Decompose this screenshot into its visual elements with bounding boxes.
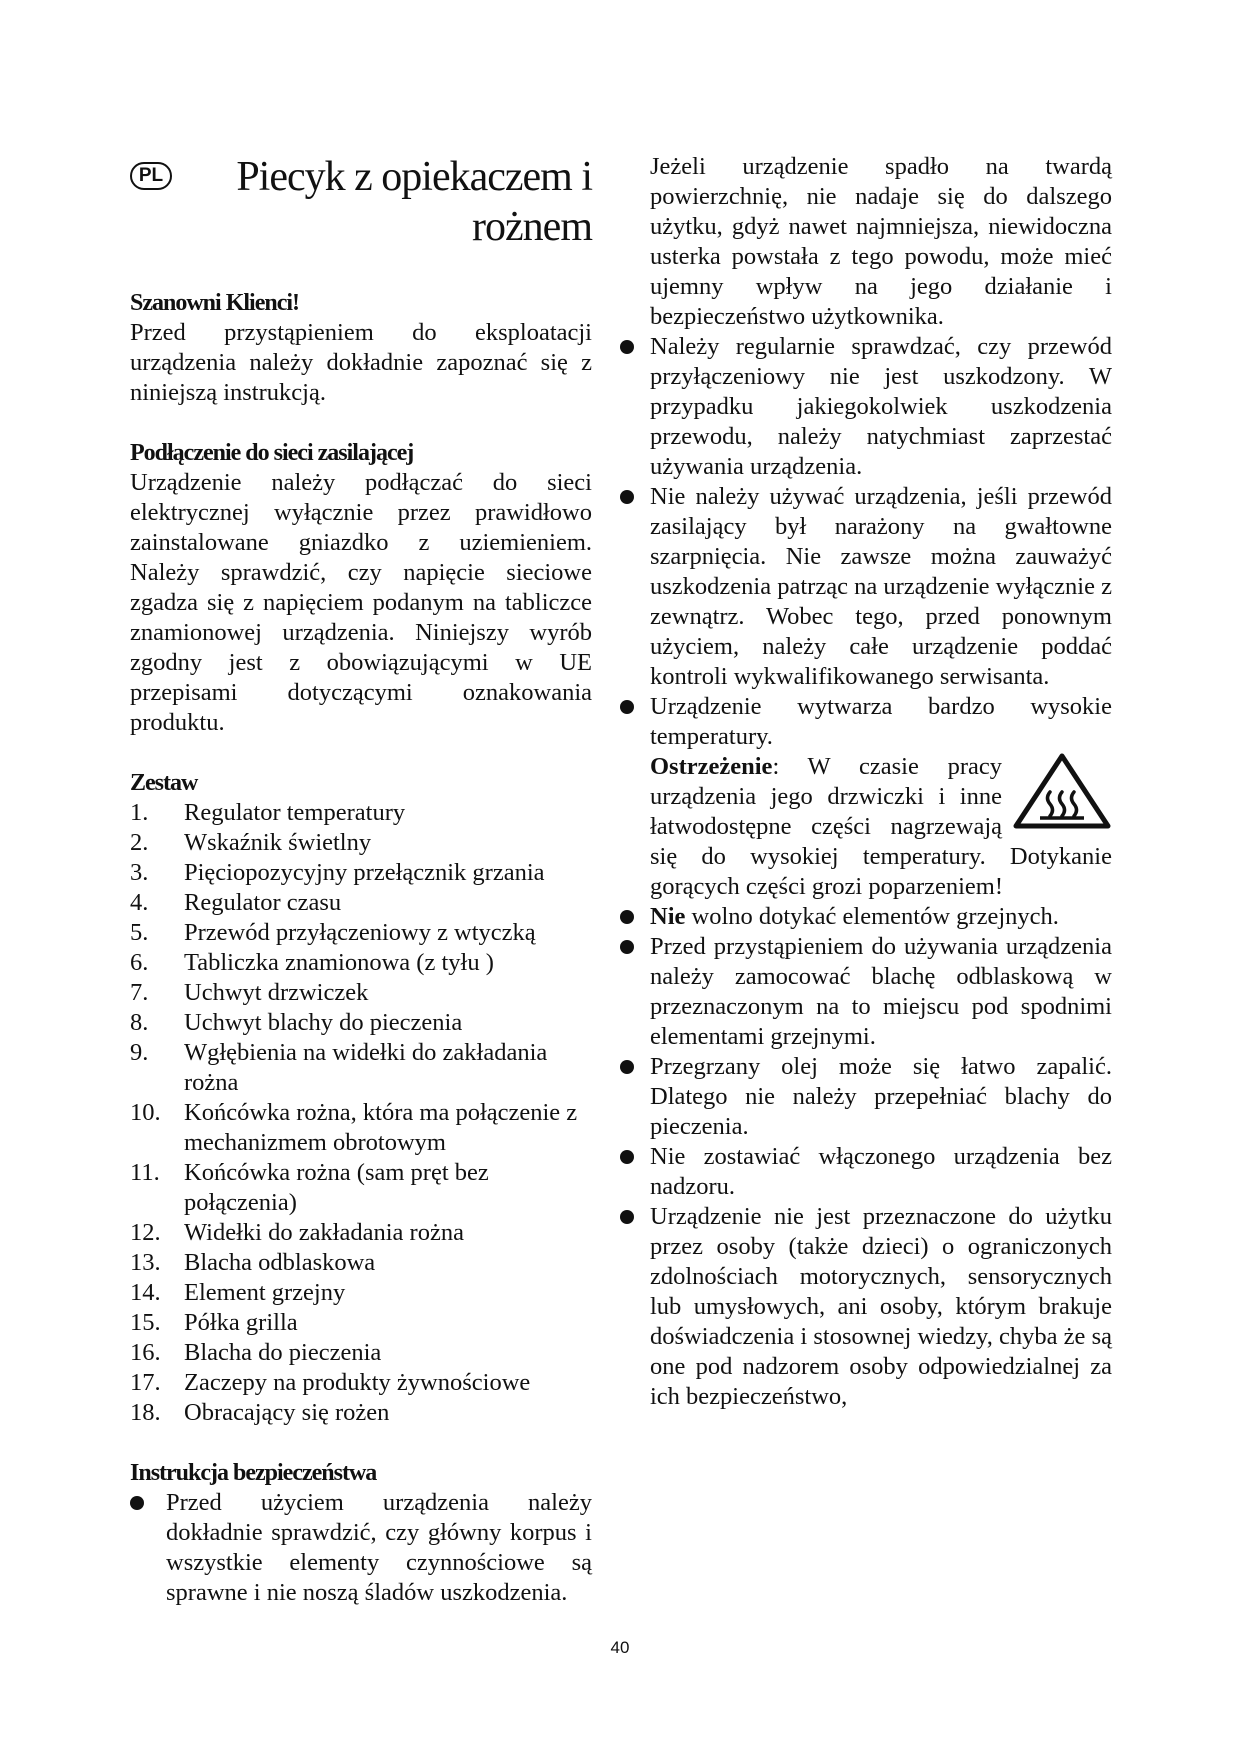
list-item (130, 978, 592, 1008)
bullet-icon (620, 1150, 634, 1164)
bullet-text: Nie należy używać urządzenia, jeśli przewód zasilający był narażony na gwałtowne szarpnięcia. Nie zawsze można zauważyć uszkodzenia patrząc na urządzenie wyłącznie z zewnątrz. Wobec tego, przed ponownym użyciem, należy całe urządzenie poddać kontroli wykwalifikowanego serwisanta. (650, 483, 1112, 690)
bullet-text: Urządzenie nie jest przeznaczone do użytku przez osoby (także dzieci) o ograniczonych zdolnościach motorycznych, sensorycznych lub umysłowych, ani osoby, którym brakuje doświadczenia i stosownej wiedzy, chyba że są one pod nadzorem osoby odpowiedzialnej za ich bezpieczeństwo, (650, 1203, 1112, 1410)
title-row (130, 152, 592, 260)
list-item (130, 888, 592, 918)
safety-list-left (130, 1488, 592, 1608)
list-item-text: Regulator czasu (184, 889, 342, 916)
bullet-text: wolno dotykać elementów grzejnych. (685, 903, 1059, 930)
bullet-item (130, 1488, 592, 1608)
list-item (130, 1038, 592, 1098)
list-item (130, 1368, 592, 1398)
list-item (130, 918, 592, 948)
list-item-number: 10. (130, 1099, 161, 1126)
list-item-text: Uchwyt blachy do pieczenia (184, 1009, 463, 1036)
list-item-text: Wskaźnik świetlny (184, 829, 372, 856)
list-item (130, 948, 592, 978)
continuation-text: Jeżeli urządzenie spadło na twardą powierzchnię, nie nadaje się do dalszego użytku, gdyż nawet najmniejsza, niewidoczna usterka powstała z tego powodu, może mieć ujemny wpływ na jego działanie i bezpieczeństwo użytkownika. (650, 153, 1112, 330)
list-item (130, 1158, 592, 1218)
bullet-icon (620, 910, 634, 924)
bullet-icon (620, 340, 634, 354)
bullet-text: Przed przystąpieniem do używania urządzenia należy zamocować blachę odblaskową w przeznaczonym na to miejscu pod spodnimi elementami grzejnymi. (650, 933, 1112, 1050)
bullet-bold-text: Nie (650, 903, 686, 930)
bullet-item (620, 1202, 1112, 1412)
list-item-text: Przewód przyłączeniowy z wtyczką (184, 919, 536, 946)
list-item-text: Regulator temperatury (184, 799, 406, 826)
list-item-number: 15. (130, 1309, 161, 1336)
list-item-text: Blacha do pieczenia (184, 1339, 382, 1366)
list-item-text: Półka grilla (184, 1309, 298, 1336)
bullet-text: Urządzenie wytwarza bardzo wysokie temperatury. (650, 693, 1112, 750)
power-heading: Podłączenie do sieci zasilającej (130, 440, 414, 466)
bullet-text: Należy regularnie sprawdzać, czy przewód przyłączeniowy nie jest uszkodzony. W przypadku jakiegokolwiek uszkodzenia przewodu, należy natychmiast zaprzestać używania urządzenia. (650, 333, 1112, 480)
list-item-number: 9. (130, 1039, 149, 1066)
bullet-text: Przegrzany olej może się łatwo zapalić. Dlatego nie należy przepełniać blachy do pieczenia. (650, 1053, 1112, 1140)
right-column (650, 152, 1112, 1412)
bullet-item (620, 902, 1112, 932)
hot-surface-warning-icon (1012, 752, 1112, 830)
list-item (130, 798, 592, 828)
bullet-item (620, 1052, 1112, 1142)
bullet-text: Nie zostawiać włączonego urządzenia bez nadzoru. (650, 1143, 1112, 1200)
bullet-item (620, 932, 1112, 1052)
bullet-icon (620, 700, 634, 714)
list-item-text: Widełki do zakładania rożna (184, 1219, 464, 1246)
list-item-text: Wgłębienia na widełki do zakładania rożna (184, 1039, 548, 1096)
power-text: Urządzenie należy podłączać do sieci elektrycznej wyłącznie przez prawidłowo zainstalowane gniazdko z uziemieniem. Należy sprawdzić, czy napięcie sieciowe zgadza się z napięciem podanym na tabliczce znamionowej urządzenia. Niniejszy wyrób zgodny jest z obowiązującymi w UE przepisami dotyczącymi oznakowania produktu. (130, 469, 592, 736)
warning-label: Ostrzeżenie (650, 753, 773, 780)
list-item (130, 1398, 592, 1428)
list-item-text: Końcówka rożna (sam pręt bez połączenia) (184, 1159, 489, 1216)
list-item-number: 13. (130, 1249, 161, 1276)
warning-block (650, 752, 1112, 902)
list-item-number: 7. (130, 979, 149, 1006)
bullet-icon (620, 940, 634, 954)
list-item-text: Zaczepy na produkty żywnościowe (184, 1369, 531, 1396)
title-line-1: Piecyk z opiekaczem i (236, 154, 592, 200)
warning-body: : W czasie pracy urządzenia jego drzwiczki i inne łatwodostępne części nagrzewają się do wysokiej temperatury. Dotykanie gorących części grozi poparzeniem! (650, 753, 1112, 900)
list-item (130, 1278, 592, 1308)
list-item (130, 1218, 592, 1248)
list-item-number: 17. (130, 1369, 161, 1396)
bullet-item (620, 482, 1112, 692)
list-item-number: 8. (130, 1009, 149, 1036)
list-item-number: 11. (130, 1159, 160, 1186)
left-column (130, 152, 592, 1608)
list-item (130, 1338, 592, 1368)
page-title (202, 152, 592, 252)
set-list (130, 798, 592, 1428)
bullet-icon (620, 490, 634, 504)
list-item-number: 1. (130, 799, 149, 826)
list-item-number: 2. (130, 829, 149, 856)
list-item-number: 3. (130, 859, 149, 886)
list-item-text: Końcówka rożna, która ma połączenie z mechanizmem obrotowym (184, 1099, 578, 1156)
list-item-text: Tabliczka znamionowa (z tyłu ) (184, 949, 494, 976)
list-item (130, 858, 592, 888)
list-item-number: 16. (130, 1339, 161, 1366)
bullet-icon (620, 1060, 634, 1074)
page-number: 40 (610, 1638, 630, 1657)
list-item-text: Uchwyt drzwiczek (184, 979, 369, 1006)
list-item-text: Blacha odblaskowa (184, 1249, 376, 1276)
list-item-number: 6. (130, 949, 149, 976)
bullet-icon (130, 1496, 144, 1510)
list-item (130, 1308, 592, 1338)
list-item (130, 1248, 592, 1278)
list-item-number: 12. (130, 1219, 161, 1246)
bullet-item (620, 332, 1112, 482)
list-item-text: Obracający się rożen (184, 1399, 390, 1426)
greeting-text: Przed przystąpieniem do eksploatacji urządzenia należy dokładnie zapoznać się z niniejszą instrukcją. (130, 319, 592, 406)
list-item-text: Pięciopozycyjny przełącznik grzania (184, 859, 545, 886)
bullet-text: Przed użyciem urządzenia należy dokładnie sprawdzić, czy główny korpus i wszystkie elementy czynnościowe są sprawne i nie noszą śladów uszkodzenia. (166, 1489, 592, 1606)
list-item-number: 5. (130, 919, 149, 946)
list-item (130, 828, 592, 858)
list-item-number: 14. (130, 1279, 161, 1306)
list-item-number: 4. (130, 889, 149, 916)
title-line-2: rożnem (472, 204, 592, 250)
list-item (130, 1098, 592, 1158)
list-item-text: Element grzejny (184, 1279, 346, 1306)
language-badge: PL (130, 162, 172, 190)
bullet-item (620, 692, 1112, 902)
bullet-item (620, 1142, 1112, 1202)
safety-list-right (650, 332, 1112, 1412)
set-heading: Zestaw (130, 770, 198, 796)
safety-heading: Instrukcja bezpieczeństwa (130, 1460, 377, 1486)
list-item-number: 18. (130, 1399, 161, 1426)
list-item (130, 1008, 592, 1038)
greeting-heading: Szanowni Klienci! (130, 290, 300, 316)
bullet-icon (620, 1210, 634, 1224)
